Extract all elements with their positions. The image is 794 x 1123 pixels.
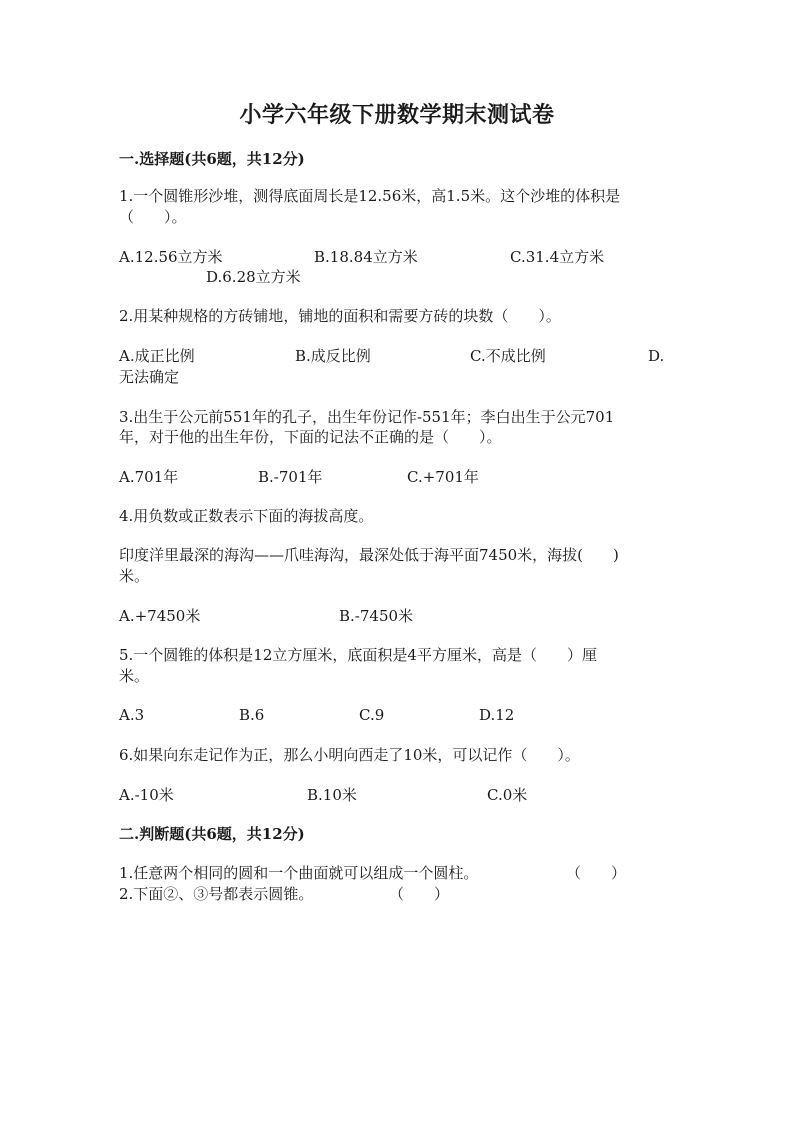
question-5-text-cont: 米。 — [119, 667, 150, 685]
question-3-option-b[interactable]: B.-701年 — [258, 468, 323, 486]
question-4-text-cont2: 米。 — [119, 567, 150, 585]
question-1-text: 1.一个圆锥形沙堆，测得底面周长是12.56米，高1.5米。这个沙堆的体积是 — [119, 187, 621, 205]
question-1-option-a[interactable]: A.12.56立方米 — [119, 248, 223, 266]
question-1-option-c[interactable]: C.31.4立方米 — [510, 248, 605, 266]
section-heading-choice: 一.选择题(共6题，共12分) — [119, 150, 305, 168]
question-4-option-b[interactable]: B.-7450米 — [339, 607, 414, 625]
judgement-1-text: 1.任意两个相同的圆和一个曲面就可以组成一个圆柱。 — [119, 864, 479, 882]
question-2-option-d[interactable]: D. — [648, 347, 665, 365]
judgement-2-blank[interactable]: （ ） — [389, 885, 450, 903]
question-2-option-a[interactable]: A.成正比例 — [119, 347, 195, 365]
question-2-option-c[interactable]: C.不成比例 — [470, 347, 546, 365]
question-2-option-d-cont: 无法确定 — [119, 368, 180, 386]
question-3-option-c[interactable]: C.+701年 — [407, 468, 479, 486]
question-3-text: 3.出生于公元前551年的孔子，出生年份记作-551年；李白出生于公元701 — [119, 408, 615, 426]
question-6-option-b[interactable]: B.10米 — [307, 786, 357, 804]
question-5-option-c[interactable]: C.9 — [359, 706, 385, 724]
question-5-option-b[interactable]: B.6 — [239, 706, 265, 724]
judgement-1-blank[interactable]: （ ） — [566, 864, 627, 882]
question-1-option-d[interactable]: D.6.28立方米 — [206, 268, 301, 286]
page-title: 小学六年级下册数学期末测试卷 — [239, 102, 555, 128]
question-5-option-d[interactable]: D.12 — [479, 706, 515, 724]
question-1-option-b[interactable]: B.18.84立方米 — [314, 248, 418, 266]
question-6-option-a[interactable]: A.-10米 — [119, 786, 174, 804]
judgement-2-text: 2.下面②、③号都表示圆锥。 — [119, 885, 314, 903]
question-1-text-cont: （ ）。 — [119, 208, 187, 226]
section-heading-judgement: 二.判断题(共6题，共12分) — [119, 825, 305, 843]
question-6-option-c[interactable]: C.0米 — [487, 786, 528, 804]
question-5-text: 5.一个圆锥的体积是12立方厘米，底面积是4平方厘米，高是（ ）厘 — [119, 646, 597, 664]
question-2-option-b[interactable]: B.成反比例 — [295, 347, 371, 365]
question-3-option-a[interactable]: A.701年 — [119, 468, 179, 486]
question-6-text: 6.如果向东走记作为正，那么小明向西走了10米，可以记作（ ）。 — [119, 746, 580, 764]
question-3-text-cont: 年，对于他的出生年份，下面的记法不正确的是（ ）。 — [119, 428, 502, 446]
question-2-text: 2.用某种规格的方砖铺地，铺地的面积和需要方砖的块数（ ）。 — [119, 307, 561, 325]
question-4-option-a[interactable]: A.+7450米 — [119, 607, 201, 625]
question-5-option-a[interactable]: A.3 — [119, 706, 145, 724]
question-4-text-cont: 印度洋里最深的海沟——爪哇海沟，最深处低于海平面7450米，海拔( ) — [119, 546, 619, 564]
question-4-text: 4.用负数或正数表示下面的海拔高度。 — [119, 507, 374, 525]
